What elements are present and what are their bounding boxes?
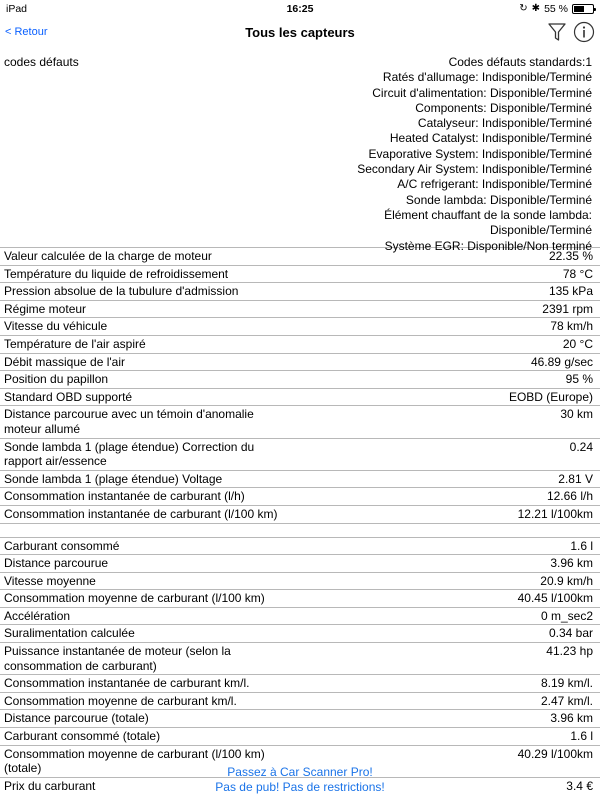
fault-code-line: Sonde lambda: Disponible/Terminé [405,192,592,207]
sensor-label: Régime moteur [4,301,87,316]
sensor-value: 20.9 km/h [540,573,593,588]
navigation-bar [0,18,600,48]
fault-code-line: Système EGR: Disponible/Non terminé [384,238,592,253]
sensor-value: 1.6 l [570,729,593,744]
sensor-row[interactable] [0,487,600,505]
sensor-value: 46.89 g/sec [530,354,593,369]
sensor-value: 40.45 l/100km [517,591,593,606]
sensor-row[interactable] [0,642,600,674]
fault-code-line: Élément chauffant de la sonde lambda: [384,207,592,222]
sensor-label: Puissance instantanée de moteur (selon la consommation de carburant) [4,644,231,673]
fault-code-line: Circuit d'alimentation: Disponible/Terminé [372,85,592,100]
sensor-row[interactable] [0,505,600,523]
clock: 16:25 [286,3,314,15]
sensor-label: Suralimentation calculée [4,626,135,641]
sensor-row[interactable] [0,727,600,745]
sensor-label: Consommation moyenne de carburant (l/100 km) (totale) [4,746,265,776]
sensor-value: 135 kPa [548,284,593,299]
sensor-label: Carburant consommé [4,538,120,553]
sensor-value: 22.35 % [548,249,593,263]
sensor-value: 2.81 V [558,471,593,486]
sensor-label: Pression absolue de la tubulure d'admission [4,284,239,299]
sensor-row[interactable] [0,370,600,388]
page-title: Tous les capteurs [245,25,355,40]
upgrade-line-1[interactable]: Passez à Car Scanner Pro! [227,765,373,779]
info-icon[interactable] [573,21,595,43]
section-spacer [0,523,600,537]
sensor-label: Température du liquide de refroidissement [4,266,229,281]
fault-code-line: Evaporative System: Indisponible/Terminé [368,146,592,161]
sensor-label: Vitesse du véhicule [4,319,108,334]
sensor-label: Consommation moyenne de carburant km/l. [4,693,237,708]
sensor-value: 3.4 € [566,778,593,793]
sensor-value: 3.96 km [550,711,593,726]
fault-code-line: A/C refrigerant: Indisponible/Terminé [397,177,592,192]
sensor-label: Consommation instantanée de carburant (l/h) [4,489,245,504]
fault-code-line: Disponible/Terminé [489,223,592,238]
sensor-label: Position du papillon [4,372,109,387]
sensor-row[interactable] [0,388,600,406]
battery-icon [572,4,594,14]
sensor-value: 12.21 l/100km [517,506,593,521]
status-right [519,3,594,15]
sensor-row[interactable] [0,607,600,625]
fault-code-line: Codes défauts standards:1 [448,55,592,69]
sensor-value: 2.47 km/l. [540,693,593,708]
bluetooth-icon: ✱ [531,3,541,14]
sensor-label: Vitesse moyenne [4,573,96,588]
sensor-value: 78 °C [562,266,593,281]
sensor-label: Distance parcourue (totale) [4,711,149,726]
fault-codes-values [357,55,592,254]
sensor-row[interactable] [0,692,600,710]
sensor-row[interactable] [0,353,600,371]
sensor-label: Valeur calculée de la charge de moteur [4,249,212,263]
fault-code-line: Heated Catalyst: Indisponible/Terminé [389,131,592,146]
lock-rotation-icon: ↻ [519,3,528,14]
sensor-value: 0.34 bar [548,626,593,641]
sensor-value: 12.66 l/h [546,489,593,504]
fault-codes-section [0,55,600,253]
battery-percent: 55 % [544,3,568,15]
fault-code-line: Secondary Air System: Indisponible/Terminé [357,162,592,177]
sensor-label: Standard OBD supporté [4,389,133,404]
sensor-value: 3.96 km [550,556,593,571]
sensor-row[interactable] [0,265,600,283]
sensor-value: 95 % [565,372,593,387]
sensor-rows [0,247,600,523]
sensor-row[interactable] [0,537,600,555]
sensor-label: Prix du carburant [4,778,96,793]
fault-code-line: Ratés d'allumage: Indisponible/Terminé [382,70,592,85]
device-name: iPad [6,3,28,15]
fault-codes-label: codes défauts [4,55,79,69]
sensor-row[interactable] [0,589,600,607]
sensor-row[interactable] [0,300,600,318]
sensor-value: EOBD (Europe) [508,389,593,404]
status-bar [0,0,600,18]
sensor-value: 2391 rpm [542,301,593,316]
sensor-row[interactable] [0,674,600,692]
sensor-label: Carburant consommé (totale) [4,729,161,744]
sensor-label: Accélération [4,608,71,623]
trip-rows [0,537,600,795]
sensor-value: 20 °C [562,336,593,351]
sensor-row[interactable] [0,624,600,642]
sensor-value: 1.6 l [570,538,593,553]
fault-code-line: Components: Disponible/Terminé [415,100,592,115]
sensor-value: 0 m_sec2 [540,608,593,623]
sensor-row[interactable] [0,405,600,437]
sensor-value: 78 km/h [550,319,593,334]
sensor-value: 8.19 km/l. [540,676,593,691]
filter-icon[interactable] [547,21,567,43]
sensor-row[interactable] [0,438,600,470]
fault-code-line: Catalyseur: Indisponible/Terminé [417,116,592,131]
sensor-row[interactable] [0,709,600,727]
sensor-label: Distance parcourue avec un témoin d'anomalie moteur allumé [4,407,254,436]
nav-actions [547,21,595,43]
sensor-value: 30 km [560,407,593,422]
sensor-label: Distance parcourue [4,556,109,571]
sensor-row[interactable] [0,470,600,488]
sensor-row[interactable] [0,554,600,572]
sensor-label: Température de l'air aspiré [4,336,146,351]
sensor-label: Sonde lambda 1 (plage étendue) Correction du rapport air/essence [4,439,255,469]
sensor-label: Consommation instantanée de carburant (l/100 km) [4,506,278,521]
sensor-value: 41.23 hp [546,644,593,659]
battery-fill [574,6,584,12]
sensor-row[interactable] [0,572,600,590]
sensor-label: Consommation moyenne de carburant (l/100 km) [4,591,265,606]
sensor-label: Débit massique de l'air [4,354,126,369]
sensor-value: 0.24 [569,439,593,454]
sensor-row[interactable] [0,317,600,335]
sensor-label: Consommation instantanée de carburant km/l. [4,676,250,691]
sensor-row[interactable] [0,335,600,353]
back-button[interactable]: < Retour [5,26,48,38]
sensor-label: Sonde lambda 1 (plage étendue) Voltage [4,471,223,486]
sensor-row[interactable] [0,282,600,300]
upgrade-banner[interactable] [0,765,600,795]
upgrade-line-2[interactable]: Pas de pub! Pas de restrictions! [215,780,385,794]
sensor-value: 40.29 l/100km [517,746,593,761]
